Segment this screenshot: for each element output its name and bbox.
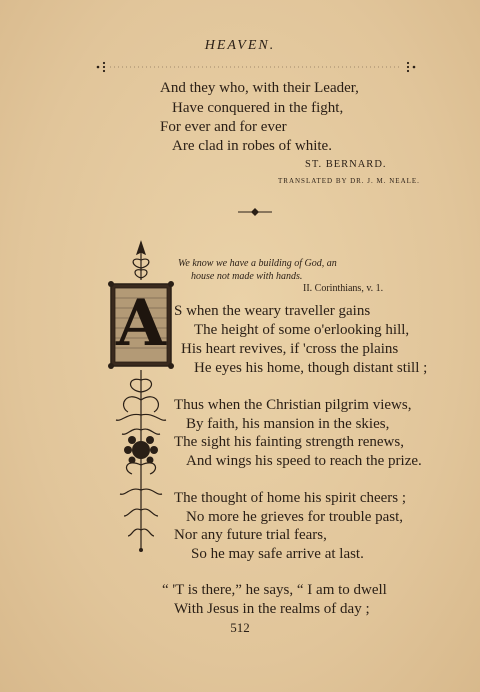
- poem1-author: ST. BERNARD.: [305, 159, 387, 170]
- poem1-line-1: And they who, with their Leader,: [160, 80, 359, 96]
- poem2-s1-line-3: His heart revives, if 'cross the plains: [181, 341, 399, 357]
- poem1-line-3: For ever and for ever: [160, 119, 287, 135]
- epigraph-line-1: We know we have a building of God, an: [178, 258, 337, 269]
- poem1-line-4: Are clad in robes of white.: [172, 138, 332, 154]
- poem1-translator: TRANSLATED BY DR. J. M. NEALE.: [278, 177, 420, 185]
- illuminated-initial: A: [116, 286, 166, 361]
- poem2-s3-line-3: Nor any future trial fears,: [174, 527, 327, 543]
- poem2-s3-line-1: The thought of home his spirit cheers ;: [174, 490, 407, 506]
- poem2-s4-line-1: “ 'T is there,” he says, “ I am to dwell: [162, 582, 387, 598]
- poem2-s3-line-2: No more he grieves for trouble past,: [186, 509, 404, 525]
- running-head: HEAVEN.: [204, 38, 276, 53]
- page-number: 512: [230, 620, 250, 635]
- section-divider-ornament: [238, 207, 272, 217]
- poem2-s2-line-2: By faith, his mansion in the skies,: [186, 416, 390, 432]
- poem2-s2-line-3: The sight his fainting strength renews,: [174, 434, 404, 450]
- epigraph-line-2: house not made with hands.: [191, 271, 303, 282]
- poem2-s1-line-2: The height of some o'erlooking hill,: [194, 322, 410, 338]
- header-ornament: [96, 60, 416, 74]
- epigraph-reference: II. Corinthians, v. 1.: [303, 283, 384, 294]
- poem2-s1-line-4: He eyes his home, though distant still ;: [194, 360, 428, 376]
- poem2-s1-line-1: S when the weary traveller gains: [174, 303, 371, 319]
- poem1-line-2: Have conquered in the fight,: [172, 100, 344, 116]
- poem2-s3-line-4: So he may safe arrive at last.: [191, 546, 364, 562]
- poem2-s4-line-2: With Jesus in the realms of day ;: [174, 601, 370, 617]
- poem2-s2-line-4: And wings his speed to reach the prize.: [186, 453, 422, 469]
- poem2-s2-line-1: Thus when the Christian pilgrim views,: [174, 397, 412, 413]
